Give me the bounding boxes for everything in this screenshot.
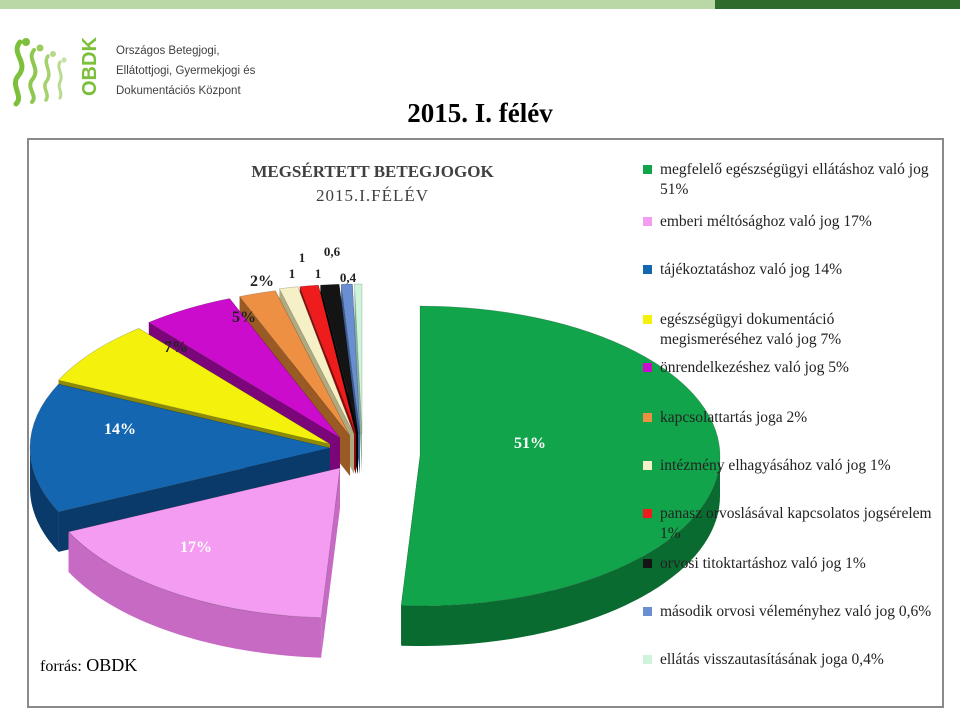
pie-data-label: 14% [104,421,136,438]
legend-label: panasz orvoslásával kapcsolatos jogsérelem 1% [660,505,932,542]
page-title: 2015. I. félév [407,98,553,128]
legend-item [643,160,933,200]
legend-item [643,650,933,670]
pie-data-label: 1 [298,250,306,265]
pie-data-label: 2% [250,273,274,290]
legend-label: ellátás visszautasításának joga 0,4% [660,651,884,668]
legend-item [643,456,933,476]
pie-data-label: 0,4 [339,270,357,285]
legend-label: orvosi titoktartáshoz való jog 1% [660,555,866,572]
legend-swatch [643,363,652,372]
legend-swatch [643,461,652,470]
chart-title: MEGSÉRTETT BETEGJOGOK [251,162,494,181]
pie-data-label: 51% [514,435,546,452]
pie-data-label: 1 [314,266,322,281]
legend-swatch [643,607,652,616]
legend-label: második orvosi véleményhez való jog 0,6% [660,603,932,620]
legend-item [643,408,933,428]
source-value: OBDK [86,655,138,675]
pie-data-label: 0,6 [323,244,341,259]
legend-label: megfelelő egészségügyi ellátáshoz való jog 51% [660,161,929,198]
legend-swatch [643,509,652,518]
legend-label: emberi méltósághoz való jog 17% [660,213,872,230]
legend-item [643,602,933,622]
source-label: forrás: [40,658,82,675]
logo-line-2: Ellátottjogi, Gyermekjogi és [116,65,256,77]
legend-swatch [643,413,652,422]
source-note [40,655,137,676]
legend-label: egészségügyi dokumentáció megismeréséhez való jog 7% [660,311,842,348]
legend-swatch [643,165,652,174]
legend-item [643,260,933,280]
logo-line-3: Dokumentációs Központ [116,85,241,97]
legend-item [643,504,933,544]
legend-item [643,358,933,378]
legend-swatch [643,655,652,664]
pie-data-label: 17% [180,539,212,556]
chart-subtitle: 2015.I.FÉLÉV [315,186,430,205]
legend-label: önrendelkezéshez való jog 5% [660,359,849,376]
pie-data-label: 5% [232,309,256,326]
logo-line-1: Országos Betegjogi, [116,45,220,57]
legend-swatch [643,217,652,226]
logo-vertical-text: OBDK [79,37,101,96]
pie-data-label: 1 [288,266,296,281]
legend-swatch [643,315,652,324]
legend-label: kapcsolattartás joga 2% [660,409,808,426]
pie-data-label: 7% [164,339,188,356]
legend-item [643,212,933,232]
legend-label: intézmény elhagyásához való jog 1% [660,457,891,474]
legend-label: tájékoztatáshoz való jog 14% [660,261,843,278]
legend-item [643,554,933,574]
legend-swatch [643,265,652,274]
legend-swatch [643,559,652,568]
legend-item [643,310,933,350]
